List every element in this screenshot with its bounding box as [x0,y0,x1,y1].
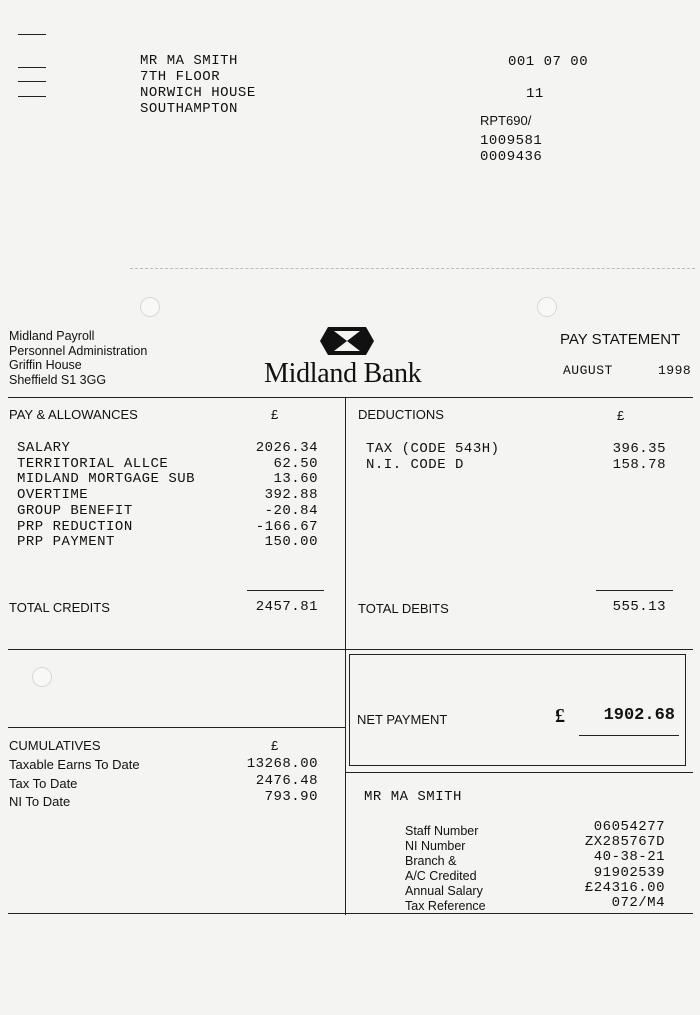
deduction-item-amount: 158.78 [612,456,666,473]
deduction-item-amount: 396.35 [612,441,666,457]
rule [345,772,693,773]
deductions-heading: DEDUCTIONS [358,407,444,422]
total-debits-amount: 555.13 [612,599,666,615]
employee-detail-value: 072/M4 [611,895,665,912]
pay-amounts [218,441,318,551]
cumulative-label: Tax To Date [9,775,78,791]
punch-hole [140,297,160,317]
total-credits-amount: 2457.81 [255,599,318,615]
pay-item-amount: -166.67 [255,518,318,535]
punch-hole [32,667,52,687]
net-payment-amount: 1902.68 [603,706,675,725]
rule [8,913,693,914]
rule [8,727,345,728]
pay-item-amount: 62.50 [273,455,318,472]
employee-detail-label: A/C Credited [405,869,477,883]
total-credits-label: TOTAL CREDITS [9,600,110,615]
rule [8,397,693,398]
employee-detail-value: 06054277 [593,819,665,835]
net-payment-underline [579,735,679,736]
cumulative-amount: 13268.00 [246,756,318,772]
margin-dash [18,96,46,97]
employee-detail-label: NI Number [405,839,466,853]
perforation-line [130,268,695,269]
pay-currency: £ [271,407,279,422]
net-payment-label: NET PAYMENT [357,712,448,727]
employee-detail-value: £24316.00 [584,879,665,896]
issuer-line: Personnel Administration [9,343,148,358]
issuer-line: Griffin House [9,358,82,372]
pay-item-amount: 150.00 [264,534,318,551]
pay-item-label: TERRITORIAL ALLCE [17,455,169,472]
pay-item-label: SALARY [17,440,71,456]
cumulative-amounts [197,756,318,806]
employee-detail-label: Staff Number [405,824,479,838]
deduction-amounts [566,442,666,473]
reference-number: 1009581 [480,133,543,149]
reference-code-1: 001 07 00 [508,54,589,70]
pay-item-amount: 13.60 [273,471,318,488]
pay-item-label: GROUP BENEFIT [17,502,133,519]
cumulative-label: NI To Date [9,794,71,809]
pay-item-label: PRP REDUCTION [17,518,133,535]
employee-detail-label: Tax Reference [405,899,486,913]
deduction-items [366,442,500,473]
address-line: NORWICH HOUSE [140,85,256,101]
rule [8,649,693,650]
total-debits-label: TOTAL DEBITS [358,601,449,616]
margin-dash [18,81,46,82]
pay-item-amount: -20.84 [264,502,318,519]
employee-detail-label: Annual Salary [405,884,483,898]
pay-item-label: PRP PAYMENT [17,534,115,551]
address-line: SOUTHAMPTON [140,101,238,117]
pay-item-label: MIDLAND MORTGAGE SUB [17,471,196,488]
reference-code-2: 11 [526,86,544,102]
issuer-line: Midland Payroll [9,329,95,343]
hexagon-logo-icon [320,327,374,355]
pay-item-label: OVERTIME [17,487,89,504]
cumulative-amount: 2476.48 [255,772,318,789]
cumulative-amount: 793.90 [264,789,318,805]
cumulative-label: Taxable Earns To Date [9,757,140,772]
cumulative-labels [9,756,140,812]
statement-month: AUGUST [563,363,613,378]
issuer-line: Sheffield S1 3GG [9,372,107,387]
column-divider [345,397,346,915]
address-line: MR MA SMITH [140,53,238,69]
net-payment-currency: £ [555,705,565,727]
statement-year: 1998 [658,363,692,378]
deduction-item-label: N.I. CODE D [366,456,464,473]
employee-detail-value: 91902539 [593,864,665,881]
margin-dash [18,34,46,35]
employee-detail-label: Branch & [405,854,457,868]
total-rule [596,590,673,591]
reference-numbers [480,133,542,165]
total-rule [247,590,324,591]
employee-detail-value: 40-38-21 [593,849,665,866]
employee-detail-value: ZX285767D [584,834,665,851]
statement-title: PAY STATEMENT [560,331,681,348]
bank-logo-text: Midland Bank [264,358,422,389]
employee-detail-values [545,820,665,911]
punch-hole [537,297,557,317]
address-line: 7TH FLOOR [140,69,221,85]
pay-heading: PAY & ALLOWANCES [9,407,138,422]
margin-dash [18,67,46,68]
pay-item-amount: 392.88 [264,487,318,504]
recipient-address [140,53,256,117]
pay-item-amount: 2026.34 [255,440,318,456]
deductions-currency: £ [617,408,625,423]
employee-detail-labels [405,824,486,914]
deduction-item-label: TAX (CODE 543H) [366,441,500,457]
pay-items [17,441,195,551]
reference-number: 0009436 [480,149,543,165]
issuer-address [9,329,147,387]
report-code: RPT690/ [480,113,532,128]
cumulatives-currency: £ [271,738,279,753]
cumulatives-heading: CUMULATIVES [9,738,101,753]
employee-name: MR MA SMITH [364,789,462,805]
